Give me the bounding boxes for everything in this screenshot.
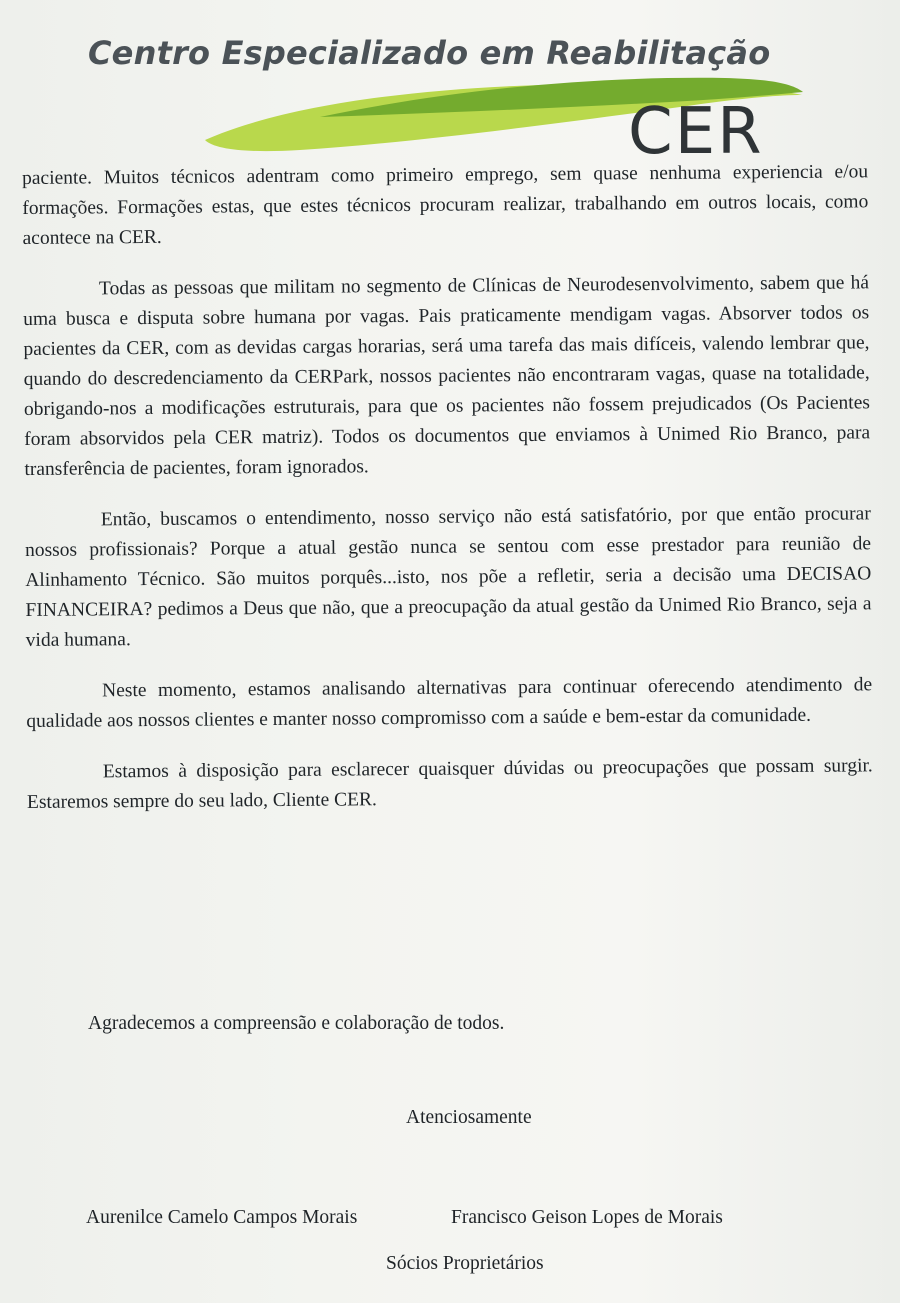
body-paragraph-4: Neste momento, estamos analisando alternativas para continuar oferecendo atendimento de qualidade aos nossos clientes e manter nosso compromisso com a saúde e bem-estar da comunidade.	[26, 674, 873, 732]
signatory-role: Sócios Proprietários	[386, 1253, 544, 1274]
letter-body	[22, 157, 873, 839]
closing-thanks: Agradecemos a compreensão e colaboração de todos.	[88, 1013, 505, 1034]
body-paragraph-5: Estamos à disposição para esclarecer quaisquer dúvidas ou preocupações que possam surgir. Estaremos sempre do seu lado, Cliente CER.	[26, 755, 873, 813]
signatory-2: Francisco Geison Lopes de Morais	[451, 1207, 723, 1228]
body-paragraph-1: paciente. Muitos técnicos adentram como primeiro emprego, sem quase nenhuma experiencia e/ou formações. Formações estas, que estes técnicos procuram realizar, trabalhando em outros locais, como acontece na CER.	[22, 161, 869, 249]
closing-regards: Atenciosamente	[406, 1107, 532, 1128]
signatory-1: Aurenilce Camelo Campos Morais	[86, 1207, 358, 1228]
organization-title: Centro Especializado em Reabilitação	[88, 34, 771, 72]
organization-mark: CER	[628, 95, 764, 169]
body-paragraph-3: Então, buscamos o entendimento, nosso serviço não está satisfatório, por que então procurar nossos profissionais? Porque a atual gestão nunca se sentou com esse prestador para reunião de Alinhamento Técnico. São muitos porquês...isto, nos põe a refletir, seria a decisão uma DECISAO FINANCEIRA? pedimos a Deus que não, que a preocupação da atual gestão da Unimed Rio Branco, seja a vida humana.	[24, 503, 872, 651]
body-paragraph-2: Todas as pessoas que militam no segmento de Clínicas de Neurodesenvolvimento, sabem que há uma busca e disputa sobre humana por vagas. Pais praticamente mendigam vagas. Absorver todos os pacientes da CER, com as devidas cargas horarias, será uma tarefa das mais difíceis, valendo lembrar que, quando do descredenciamento da CERPark, nossos pacientes não encontraram vagas, quase na totalidade, obrigando-nos a modificações estruturais, para que os pacientes não fossem prejudicados (Os Pacientes foram absorvidos pela CER matriz). Todos os documentos que enviamos à Unimed Rio Branco, para transferência de pacientes, foram ignorados.	[23, 272, 871, 480]
